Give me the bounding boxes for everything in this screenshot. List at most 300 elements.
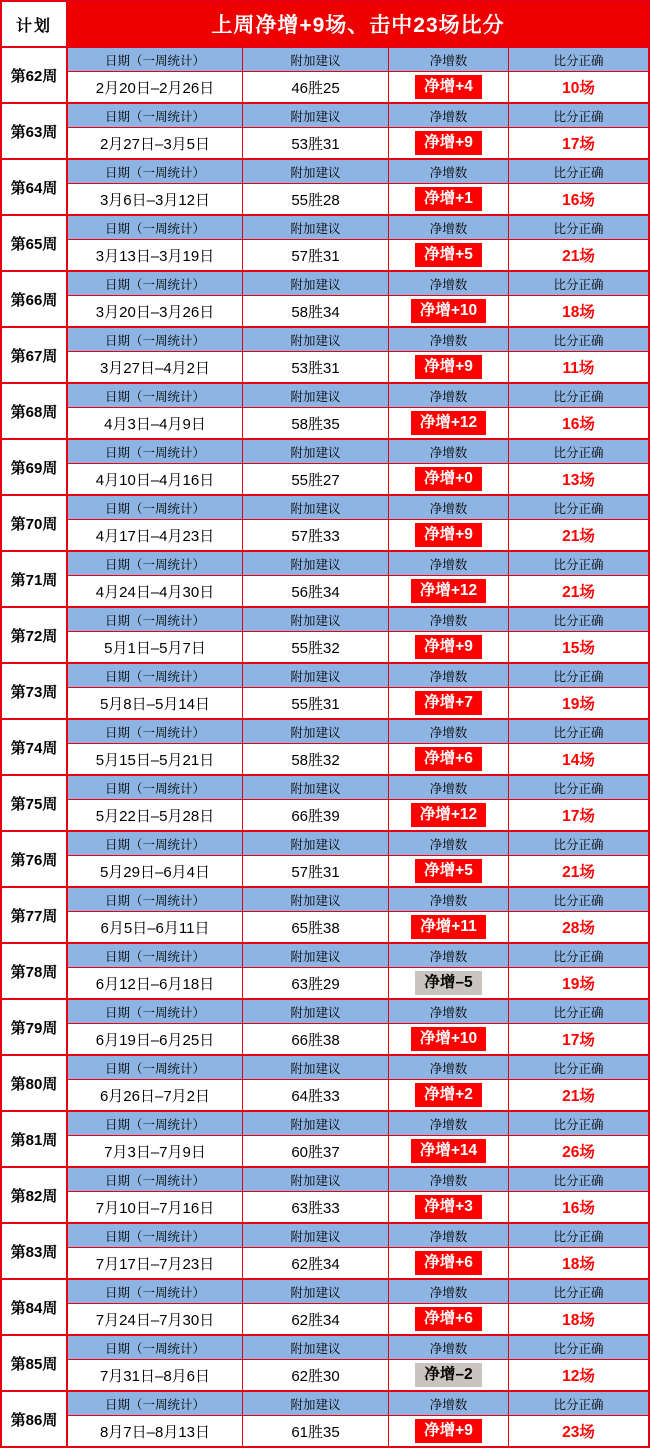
column-header-row bbox=[68, 328, 648, 352]
column-header-net: 净增数 bbox=[389, 104, 509, 127]
week-block bbox=[2, 496, 648, 552]
column-header-score: 比分正确 bbox=[553, 1173, 604, 1188]
week-block bbox=[2, 1336, 648, 1392]
week-block bbox=[2, 160, 648, 216]
cell-score bbox=[509, 128, 648, 158]
cell-net bbox=[389, 128, 509, 158]
column-header-net: 净增数 bbox=[389, 608, 509, 631]
cell-date: 7月17日–7月23日 bbox=[68, 1248, 243, 1278]
week-body bbox=[68, 104, 648, 158]
column-header-date: 日期（一周统计） bbox=[68, 48, 243, 71]
column-header-net: 净增数 bbox=[389, 1280, 509, 1303]
column-header-extra: 附加建议 bbox=[243, 720, 389, 743]
column-header-net: 净增数 bbox=[389, 1112, 509, 1135]
table-row bbox=[68, 352, 648, 382]
column-header-extra: 附加建议 bbox=[243, 608, 389, 631]
column-header-score: 比分正确 bbox=[553, 781, 604, 796]
week-block bbox=[2, 608, 648, 664]
week-label: 第65周 bbox=[2, 216, 68, 270]
column-header-extra: 附加建议 bbox=[243, 440, 389, 463]
sheet-header bbox=[2, 2, 648, 48]
column-header-date: 日期（一周统计） bbox=[68, 160, 243, 183]
column-header-net: 净增数 bbox=[389, 160, 509, 183]
cell-net bbox=[389, 744, 509, 774]
score-value: 21场 bbox=[562, 248, 595, 265]
column-header-net: 净增数 bbox=[389, 1336, 509, 1359]
week-body bbox=[68, 1336, 648, 1390]
column-header-extra: 附加建议 bbox=[243, 1000, 389, 1023]
week-body bbox=[68, 216, 648, 270]
column-header-date: 日期（一周统计） bbox=[68, 328, 243, 351]
week-label: 第63周 bbox=[2, 104, 68, 158]
cell-extra: 62胜30 bbox=[243, 1360, 389, 1390]
score-value: 17场 bbox=[562, 808, 595, 825]
score-value: 21场 bbox=[562, 584, 595, 601]
score-value: 28场 bbox=[562, 920, 595, 937]
cell-date: 6月12日–6月18日 bbox=[68, 968, 243, 998]
column-header-score: 比分正确 bbox=[553, 1397, 604, 1412]
cell-net bbox=[389, 576, 509, 606]
column-header-row bbox=[68, 384, 648, 408]
column-header-score: 比分正确 bbox=[553, 221, 604, 236]
week-block bbox=[2, 1000, 648, 1056]
column-header-net: 净增数 bbox=[389, 1056, 509, 1079]
cell-date: 4月10日–4月16日 bbox=[68, 464, 243, 494]
week-body bbox=[68, 272, 648, 326]
column-header-date: 日期（一周统计） bbox=[68, 1168, 243, 1191]
cell-score bbox=[509, 856, 648, 886]
week-label: 第68周 bbox=[2, 384, 68, 438]
week-label: 第74周 bbox=[2, 720, 68, 774]
week-block bbox=[2, 440, 648, 496]
column-header-row bbox=[68, 1112, 648, 1136]
cell-date: 7月31日–8月6日 bbox=[68, 1360, 243, 1390]
column-header-score: 比分正确 bbox=[553, 1341, 604, 1356]
column-header-net: 净增数 bbox=[389, 48, 509, 71]
week-block bbox=[2, 1392, 648, 1446]
week-label: 第85周 bbox=[2, 1336, 68, 1390]
net-badge: 净增+3 bbox=[415, 1195, 482, 1220]
column-header-net: 净增数 bbox=[389, 1168, 509, 1191]
column-header-row bbox=[68, 1056, 648, 1080]
cell-extra: 46胜25 bbox=[243, 72, 389, 102]
score-value: 26场 bbox=[562, 1144, 595, 1161]
column-header-net: 净增数 bbox=[389, 1000, 509, 1023]
cell-net bbox=[389, 912, 509, 942]
score-value: 14场 bbox=[562, 752, 595, 769]
table-row bbox=[68, 1192, 648, 1222]
net-badge: 净增+9 bbox=[415, 131, 482, 156]
column-header-score: 比分正确 bbox=[553, 725, 604, 740]
table-row bbox=[68, 1304, 648, 1334]
cell-net bbox=[389, 464, 509, 494]
week-label: 第67周 bbox=[2, 328, 68, 382]
cell-score bbox=[509, 576, 648, 606]
cell-score bbox=[509, 296, 648, 326]
column-header-extra: 附加建议 bbox=[243, 888, 389, 911]
net-badge: 净增+14 bbox=[411, 1139, 486, 1164]
column-header-date: 日期（一周统计） bbox=[68, 1336, 243, 1359]
score-value: 18场 bbox=[562, 1256, 595, 1273]
cell-extra: 58胜35 bbox=[243, 408, 389, 438]
week-label: 第77周 bbox=[2, 888, 68, 942]
column-header-extra: 附加建议 bbox=[243, 384, 389, 407]
net-badge: 净增+9 bbox=[415, 523, 482, 548]
column-header-extra: 附加建议 bbox=[243, 664, 389, 687]
table-row bbox=[68, 744, 648, 774]
column-header-row bbox=[68, 1168, 648, 1192]
cell-score bbox=[509, 912, 648, 942]
column-header-date: 日期（一周统计） bbox=[68, 832, 243, 855]
cell-net bbox=[389, 296, 509, 326]
week-body bbox=[68, 552, 648, 606]
cell-extra: 63胜29 bbox=[243, 968, 389, 998]
net-badge: 净增+7 bbox=[415, 691, 482, 716]
column-header-score: 比分正确 bbox=[553, 613, 604, 628]
score-value: 19场 bbox=[562, 976, 595, 993]
column-header-extra: 附加建议 bbox=[243, 1280, 389, 1303]
column-header-net: 净增数 bbox=[389, 552, 509, 575]
cell-net bbox=[389, 1192, 509, 1222]
table-row bbox=[68, 72, 648, 102]
column-header-net: 净增数 bbox=[389, 664, 509, 687]
cell-date: 4月3日–4月9日 bbox=[68, 408, 243, 438]
column-header-extra: 附加建议 bbox=[243, 48, 389, 71]
column-header-row bbox=[68, 440, 648, 464]
column-header-net: 净增数 bbox=[389, 272, 509, 295]
week-label: 第86周 bbox=[2, 1392, 68, 1446]
table-row bbox=[68, 184, 648, 214]
net-badge: 净增+5 bbox=[415, 859, 482, 884]
column-header-extra: 附加建议 bbox=[243, 1392, 389, 1415]
column-header-net: 净增数 bbox=[389, 720, 509, 743]
column-header-row bbox=[68, 832, 648, 856]
cell-extra: 55胜31 bbox=[243, 688, 389, 718]
week-label: 第76周 bbox=[2, 832, 68, 886]
table-row bbox=[68, 296, 648, 326]
cell-net bbox=[389, 800, 509, 830]
column-header-extra: 附加建议 bbox=[243, 944, 389, 967]
column-header-date: 日期（一周统计） bbox=[68, 1056, 243, 1079]
cell-net bbox=[389, 352, 509, 382]
cell-net bbox=[389, 408, 509, 438]
column-header-extra: 附加建议 bbox=[243, 272, 389, 295]
column-header-date: 日期（一周统计） bbox=[68, 1280, 243, 1303]
column-header-date: 日期（一周统计） bbox=[68, 944, 243, 967]
week-body bbox=[68, 160, 648, 214]
column-header-score: 比分正确 bbox=[553, 445, 604, 460]
table-row bbox=[68, 856, 648, 886]
score-value: 16场 bbox=[562, 192, 595, 209]
week-body bbox=[68, 608, 648, 662]
cell-date: 5月29日–6月4日 bbox=[68, 856, 243, 886]
column-header-row bbox=[68, 1280, 648, 1304]
sheet-title: 上周净增+9场、击中23场比分 bbox=[68, 2, 648, 46]
table-row bbox=[68, 128, 648, 158]
cell-extra: 53胜31 bbox=[243, 352, 389, 382]
column-header-net: 净增数 bbox=[389, 888, 509, 911]
column-header-row bbox=[68, 776, 648, 800]
cell-score bbox=[509, 72, 648, 102]
week-label: 第73周 bbox=[2, 664, 68, 718]
column-header-date: 日期（一周统计） bbox=[68, 1224, 243, 1247]
column-header-score: 比分正确 bbox=[553, 1061, 604, 1076]
week-body bbox=[68, 1392, 648, 1446]
column-header-extra: 附加建议 bbox=[243, 776, 389, 799]
week-label: 第62周 bbox=[2, 48, 68, 102]
cell-date: 6月19日–6月25日 bbox=[68, 1024, 243, 1054]
column-header-net: 净增数 bbox=[389, 216, 509, 239]
cell-date: 6月5日–6月11日 bbox=[68, 912, 243, 942]
score-value: 21场 bbox=[562, 528, 595, 545]
week-label: 第70周 bbox=[2, 496, 68, 550]
cell-extra: 57胜31 bbox=[243, 240, 389, 270]
cell-date: 5月1日–5月7日 bbox=[68, 632, 243, 662]
cell-score bbox=[509, 352, 648, 382]
column-header-score: 比分正确 bbox=[553, 165, 604, 180]
score-value: 17场 bbox=[562, 1032, 595, 1049]
cell-score bbox=[509, 800, 648, 830]
table-row bbox=[68, 1248, 648, 1278]
cell-net bbox=[389, 240, 509, 270]
column-header-score: 比分正确 bbox=[553, 1285, 604, 1300]
column-header-net: 净增数 bbox=[389, 440, 509, 463]
net-badge: 净增+9 bbox=[415, 1419, 482, 1444]
score-value: 11场 bbox=[562, 360, 595, 377]
cell-date: 2月27日–3月5日 bbox=[68, 128, 243, 158]
column-header-extra: 附加建议 bbox=[243, 1336, 389, 1359]
score-value: 23场 bbox=[562, 1424, 595, 1441]
net-badge: 净增+11 bbox=[411, 915, 485, 940]
week-label: 第84周 bbox=[2, 1280, 68, 1334]
score-value: 10场 bbox=[562, 80, 595, 97]
cell-net bbox=[389, 1024, 509, 1054]
cell-net bbox=[389, 1136, 509, 1166]
week-body bbox=[68, 664, 648, 718]
cell-score bbox=[509, 1248, 648, 1278]
cell-net bbox=[389, 968, 509, 998]
cell-date: 3月13日–3月19日 bbox=[68, 240, 243, 270]
cell-extra: 56胜34 bbox=[243, 576, 389, 606]
column-header-extra: 附加建议 bbox=[243, 552, 389, 575]
weeks-list bbox=[2, 48, 648, 1446]
cell-extra: 62胜34 bbox=[243, 1304, 389, 1334]
net-badge: 净增+2 bbox=[415, 1083, 482, 1108]
week-body bbox=[68, 832, 648, 886]
cell-score bbox=[509, 1360, 648, 1390]
net-badge: 净增+5 bbox=[415, 243, 482, 268]
cell-date: 7月3日–7月9日 bbox=[68, 1136, 243, 1166]
week-label: 第66周 bbox=[2, 272, 68, 326]
cell-net bbox=[389, 856, 509, 886]
column-header-row bbox=[68, 1000, 648, 1024]
cell-extra: 55胜27 bbox=[243, 464, 389, 494]
cell-extra: 61胜35 bbox=[243, 1416, 389, 1446]
week-body bbox=[68, 496, 648, 550]
week-label: 第83周 bbox=[2, 1224, 68, 1278]
table-row bbox=[68, 688, 648, 718]
table-row bbox=[68, 632, 648, 662]
cell-date: 7月24日–7月30日 bbox=[68, 1304, 243, 1334]
cell-date: 6月26日–7月2日 bbox=[68, 1080, 243, 1110]
week-block bbox=[2, 720, 648, 776]
cell-score bbox=[509, 408, 648, 438]
cell-date: 3月27日–4月2日 bbox=[68, 352, 243, 382]
week-body bbox=[68, 440, 648, 494]
column-header-score: 比分正确 bbox=[553, 949, 604, 964]
week-label: 第78周 bbox=[2, 944, 68, 998]
cell-extra: 62胜34 bbox=[243, 1248, 389, 1278]
column-header-date: 日期（一周统计） bbox=[68, 440, 243, 463]
column-header-extra: 附加建议 bbox=[243, 1112, 389, 1135]
cell-net bbox=[389, 72, 509, 102]
column-header-row bbox=[68, 160, 648, 184]
score-value: 19场 bbox=[562, 696, 595, 713]
table-row bbox=[68, 1136, 648, 1166]
column-header-extra: 附加建议 bbox=[243, 104, 389, 127]
column-header-score: 比分正确 bbox=[553, 1005, 604, 1020]
week-body bbox=[68, 1056, 648, 1110]
week-body bbox=[68, 384, 648, 438]
week-label: 第82周 bbox=[2, 1168, 68, 1222]
cell-extra: 57胜33 bbox=[243, 520, 389, 550]
column-header-score: 比分正确 bbox=[553, 1117, 604, 1132]
net-badge: 净增+9 bbox=[415, 635, 482, 660]
column-header-date: 日期（一周统计） bbox=[68, 1392, 243, 1415]
column-header-date: 日期（一周统计） bbox=[68, 1112, 243, 1135]
table-row bbox=[68, 1080, 648, 1110]
score-value: 18场 bbox=[562, 304, 595, 321]
column-header-extra: 附加建议 bbox=[243, 216, 389, 239]
week-label: 第81周 bbox=[2, 1112, 68, 1166]
cell-extra: 63胜33 bbox=[243, 1192, 389, 1222]
net-badge: 净增+9 bbox=[415, 355, 482, 380]
week-block bbox=[2, 328, 648, 384]
cell-extra: 55胜32 bbox=[243, 632, 389, 662]
net-badge: 净增–5 bbox=[415, 971, 481, 996]
column-header-score: 比分正确 bbox=[553, 277, 604, 292]
score-value: 16场 bbox=[562, 1200, 595, 1217]
column-header-date: 日期（一周统计） bbox=[68, 384, 243, 407]
column-header-net: 净增数 bbox=[389, 832, 509, 855]
cell-score bbox=[509, 464, 648, 494]
week-body bbox=[68, 776, 648, 830]
cell-extra: 58胜34 bbox=[243, 296, 389, 326]
week-label: 第69周 bbox=[2, 440, 68, 494]
column-header-row bbox=[68, 720, 648, 744]
net-badge: 净增+0 bbox=[415, 467, 482, 492]
column-header-date: 日期（一周统计） bbox=[68, 1000, 243, 1023]
week-body bbox=[68, 1224, 648, 1278]
score-value: 16场 bbox=[562, 416, 595, 433]
column-header-extra: 附加建议 bbox=[243, 328, 389, 351]
table-row bbox=[68, 408, 648, 438]
table-row bbox=[68, 800, 648, 830]
week-label: 第80周 bbox=[2, 1056, 68, 1110]
column-header-net: 净增数 bbox=[389, 1392, 509, 1415]
week-block bbox=[2, 664, 648, 720]
cell-date: 3月6日–3月12日 bbox=[68, 184, 243, 214]
cell-score bbox=[509, 688, 648, 718]
column-header-extra: 附加建议 bbox=[243, 496, 389, 519]
column-header-score: 比分正确 bbox=[553, 53, 604, 68]
score-value: 21场 bbox=[562, 864, 595, 881]
cell-net bbox=[389, 1248, 509, 1278]
cell-score bbox=[509, 968, 648, 998]
column-header-score: 比分正确 bbox=[553, 557, 604, 572]
net-badge: 净增+10 bbox=[411, 1027, 486, 1052]
column-header-row bbox=[68, 272, 648, 296]
column-header-score: 比分正确 bbox=[553, 1229, 604, 1244]
week-block bbox=[2, 1056, 648, 1112]
cell-date: 8月7日–8月13日 bbox=[68, 1416, 243, 1446]
cell-extra: 60胜37 bbox=[243, 1136, 389, 1166]
week-label: 第64周 bbox=[2, 160, 68, 214]
column-header-extra: 附加建议 bbox=[243, 1168, 389, 1191]
column-header-row bbox=[68, 1224, 648, 1248]
column-header-extra: 附加建议 bbox=[243, 1056, 389, 1079]
table-row bbox=[68, 520, 648, 550]
cell-date: 4月17日–4月23日 bbox=[68, 520, 243, 550]
cell-score bbox=[509, 1080, 648, 1110]
column-header-net: 净增数 bbox=[389, 776, 509, 799]
column-header-row bbox=[68, 664, 648, 688]
week-body bbox=[68, 720, 648, 774]
week-label: 第71周 bbox=[2, 552, 68, 606]
cell-score bbox=[509, 1304, 648, 1334]
cell-extra: 66胜39 bbox=[243, 800, 389, 830]
net-badge: 净增+12 bbox=[411, 411, 486, 436]
week-body bbox=[68, 944, 648, 998]
cell-date: 4月24日–4月30日 bbox=[68, 576, 243, 606]
cell-date: 3月20日–3月26日 bbox=[68, 296, 243, 326]
column-header-score: 比分正确 bbox=[553, 109, 604, 124]
column-header-date: 日期（一周统计） bbox=[68, 496, 243, 519]
week-block bbox=[2, 1224, 648, 1280]
column-header-score: 比分正确 bbox=[553, 389, 604, 404]
week-label: 第75周 bbox=[2, 776, 68, 830]
cell-score bbox=[509, 744, 648, 774]
column-header-score: 比分正确 bbox=[553, 669, 604, 684]
cell-net bbox=[389, 1304, 509, 1334]
cell-net bbox=[389, 688, 509, 718]
week-body bbox=[68, 1280, 648, 1334]
cell-date: 5月22日–5月28日 bbox=[68, 800, 243, 830]
net-badge: 净增+12 bbox=[411, 579, 486, 604]
column-header-date: 日期（一周统计） bbox=[68, 552, 243, 575]
plan-label: 计划 bbox=[2, 2, 68, 46]
cell-net bbox=[389, 520, 509, 550]
score-value: 18场 bbox=[562, 1312, 595, 1329]
cell-score bbox=[509, 520, 648, 550]
column-header-row bbox=[68, 48, 648, 72]
column-header-score: 比分正确 bbox=[553, 893, 604, 908]
week-body bbox=[68, 48, 648, 102]
table-row bbox=[68, 1416, 648, 1446]
column-header-row bbox=[68, 1336, 648, 1360]
week-body bbox=[68, 1112, 648, 1166]
cell-extra: 66胜38 bbox=[243, 1024, 389, 1054]
net-badge: 净增+12 bbox=[411, 803, 486, 828]
column-header-date: 日期（一周统计） bbox=[68, 104, 243, 127]
column-header-date: 日期（一周统计） bbox=[68, 608, 243, 631]
cell-score bbox=[509, 240, 648, 270]
column-header-score: 比分正确 bbox=[553, 837, 604, 852]
cell-net bbox=[389, 1360, 509, 1390]
week-block bbox=[2, 832, 648, 888]
table-row bbox=[68, 1024, 648, 1054]
net-badge: 净增+10 bbox=[411, 299, 486, 324]
